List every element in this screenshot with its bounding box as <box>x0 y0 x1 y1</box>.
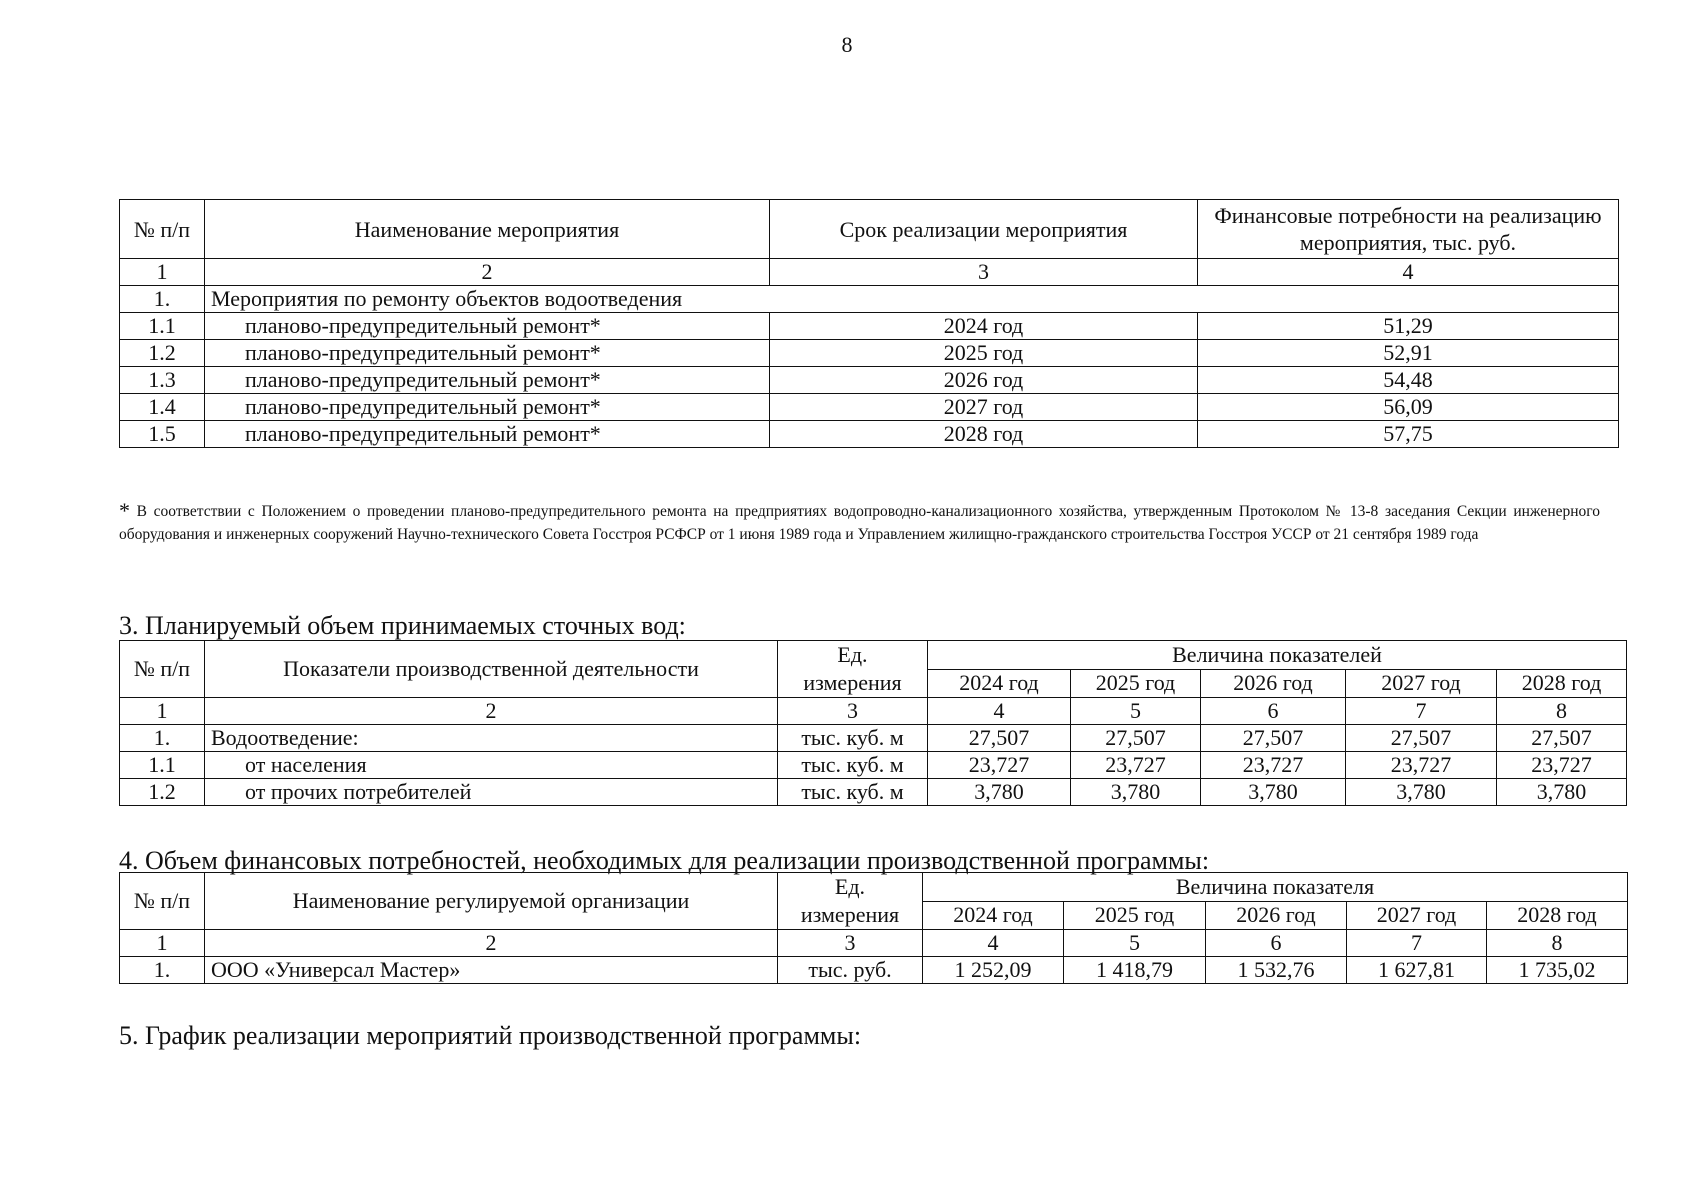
row-num: 1.2 <box>120 779 205 806</box>
row-value: 27,507 <box>1346 725 1497 752</box>
row-term: 2026 год <box>770 367 1198 394</box>
header-year: 2028 год <box>1487 901 1628 930</box>
row-value: 27,507 <box>1071 725 1201 752</box>
group-title: Мероприятия по ремонту объектов водоотведения <box>205 286 1619 313</box>
row-num: 1.1 <box>120 752 205 779</box>
col-number: 1 <box>120 698 205 725</box>
col-number: 4 <box>923 930 1064 957</box>
row-value: 1 418,79 <box>1064 957 1206 984</box>
group-num: 1. <box>120 286 205 313</box>
col-number: 6 <box>1201 698 1346 725</box>
col-number: 2 <box>205 259 770 286</box>
row-term: 2028 год <box>770 421 1198 448</box>
row-unit: тыс. куб. м <box>778 779 928 806</box>
table-row <box>120 752 1627 779</box>
row-unit: тыс. куб. м <box>778 752 928 779</box>
col-number: 8 <box>1497 698 1627 725</box>
section-3-title: 3. Планируемый объем принимаемых сточных вод: <box>119 611 686 640</box>
col-number: 7 <box>1347 930 1487 957</box>
header-unit-line1: Ед. <box>837 642 868 667</box>
header-year: 2027 год <box>1347 901 1487 930</box>
header-term: Срок реализации мероприятия <box>770 200 1198 259</box>
header-financial-needs: Финансовые потребности на реализацию мероприятия, тыс. руб. <box>1198 200 1619 259</box>
row-term: 2027 год <box>770 394 1198 421</box>
table-header-row <box>120 641 1627 670</box>
group-row <box>120 286 1619 313</box>
row-value: 1 735,02 <box>1487 957 1628 984</box>
header-unit-line2: измерения <box>803 670 902 695</box>
table-row <box>120 367 1619 394</box>
row-num: 1.1 <box>120 313 205 340</box>
row-value: 3,780 <box>928 779 1071 806</box>
row-num: 1. <box>120 957 205 984</box>
header-unit-line2: измерения <box>800 902 900 927</box>
col-number: 4 <box>1198 259 1619 286</box>
table-row <box>120 313 1619 340</box>
header-unit <box>778 641 928 698</box>
table-row <box>120 725 1627 752</box>
section-5-title: 5. График реализации мероприятий производственной программы: <box>119 1021 862 1050</box>
row-value: 23,727 <box>928 752 1071 779</box>
row-value: 54,48 <box>1198 367 1619 394</box>
row-unit: тыс. руб. <box>778 957 923 984</box>
col-number: 5 <box>1064 930 1206 957</box>
row-value: 3,780 <box>1071 779 1201 806</box>
row-value: 23,727 <box>1071 752 1201 779</box>
row-value: 3,780 <box>1497 779 1627 806</box>
row-value: 3,780 <box>1201 779 1346 806</box>
header-activity-name: Наименование мероприятия <box>205 200 770 259</box>
header-year: 2026 год <box>1206 901 1347 930</box>
column-number-row <box>120 259 1619 286</box>
header-num: № п/п <box>120 200 205 259</box>
header-year: 2027 год <box>1346 669 1497 698</box>
footnote-text: В соответствии с Положением о проведении планово-предупредительного ремонта на предприятиях водопроводно-канализационного хозяйства, утвержденным Протоколом № 13-8 заседания Секции инженерного оборудования и инженерных сооружений Научно-технического Совета Госстроя РСФСР от 1 июня 1989 года и Управлением жилищно-гражданского строительства Госстроя УССР от 21 сентября 1989 года <box>119 503 1601 543</box>
col-number: 2 <box>205 930 778 957</box>
row-value: 1 627,81 <box>1347 957 1487 984</box>
row-name: планово-предупредительный ремонт* <box>205 394 770 421</box>
header-num: № п/п <box>120 641 205 698</box>
row-term: 2024 год <box>770 313 1198 340</box>
column-number-row <box>120 698 1627 725</box>
row-value: 27,507 <box>928 725 1071 752</box>
footnote-star: * <box>119 498 130 523</box>
row-value: 23,727 <box>1346 752 1497 779</box>
row-num: 1.5 <box>120 421 205 448</box>
col-number: 3 <box>778 930 923 957</box>
row-value: 52,91 <box>1198 340 1619 367</box>
row-name: планово-предупредительный ремонт* <box>205 421 770 448</box>
header-year: 2024 год <box>923 901 1064 930</box>
row-num: 1.4 <box>120 394 205 421</box>
row-name: планово-предупредительный ремонт* <box>205 340 770 367</box>
row-value: 23,727 <box>1497 752 1627 779</box>
table-row <box>120 957 1628 984</box>
header-year: 2025 год <box>1064 901 1206 930</box>
header-organization: Наименование регулируемой организации <box>205 873 778 930</box>
table-row <box>120 779 1627 806</box>
row-value: 3,780 <box>1346 779 1497 806</box>
row-name: ООО «Универсал Мастер» <box>205 957 778 984</box>
row-value: 51,29 <box>1198 313 1619 340</box>
header-values-title: Величина показателя <box>923 873 1628 902</box>
row-value: 1 532,76 <box>1206 957 1347 984</box>
activities-table <box>119 199 1619 448</box>
row-value: 56,09 <box>1198 394 1619 421</box>
footnote <box>119 500 1600 546</box>
col-number: 8 <box>1487 930 1628 957</box>
table-row <box>120 421 1619 448</box>
row-name: Водоотведение: <box>205 725 778 752</box>
col-number: 4 <box>928 698 1071 725</box>
row-value: 23,727 <box>1201 752 1346 779</box>
page-number: 8 <box>841 32 853 57</box>
table-header-row <box>120 200 1619 259</box>
table-row <box>120 394 1619 421</box>
header-indicators: Показатели производственной деятельности <box>205 641 778 698</box>
row-term: 2025 год <box>770 340 1198 367</box>
row-name: планово-предупредительный ремонт* <box>205 367 770 394</box>
row-name: от прочих потребителей <box>205 779 778 806</box>
row-value: 1 252,09 <box>923 957 1064 984</box>
row-num: 1.3 <box>120 367 205 394</box>
row-num: 1.2 <box>120 340 205 367</box>
header-year: 2026 год <box>1201 669 1346 698</box>
row-name: от населения <box>205 752 778 779</box>
header-year: 2028 год <box>1497 669 1627 698</box>
header-unit <box>778 873 923 930</box>
col-number: 2 <box>205 698 778 725</box>
header-values-title: Величина показателей <box>928 641 1627 670</box>
row-value: 27,507 <box>1201 725 1346 752</box>
section-4-title: 4. Объем финансовых потребностей, необходимых для реализации производственной программы: <box>119 846 1210 875</box>
header-year: 2025 год <box>1071 669 1201 698</box>
col-number: 1 <box>120 930 205 957</box>
financial-needs-table <box>119 872 1628 984</box>
col-number: 5 <box>1071 698 1201 725</box>
row-unit: тыс. куб. м <box>778 725 928 752</box>
table-row <box>120 340 1619 367</box>
row-value: 27,507 <box>1497 725 1627 752</box>
row-name: планово-предупредительный ремонт* <box>205 313 770 340</box>
wastewater-volume-table <box>119 640 1627 806</box>
col-number: 3 <box>778 698 928 725</box>
header-year: 2024 год <box>928 669 1071 698</box>
column-number-row <box>120 930 1628 957</box>
col-number: 7 <box>1346 698 1497 725</box>
header-num: № п/п <box>120 873 205 930</box>
col-number: 1 <box>120 259 205 286</box>
row-value: 57,75 <box>1198 421 1619 448</box>
col-number: 6 <box>1206 930 1347 957</box>
header-unit-line1: Ед. <box>834 874 866 899</box>
table-header-row <box>120 873 1628 902</box>
row-num: 1. <box>120 725 205 752</box>
col-number: 3 <box>770 259 1198 286</box>
